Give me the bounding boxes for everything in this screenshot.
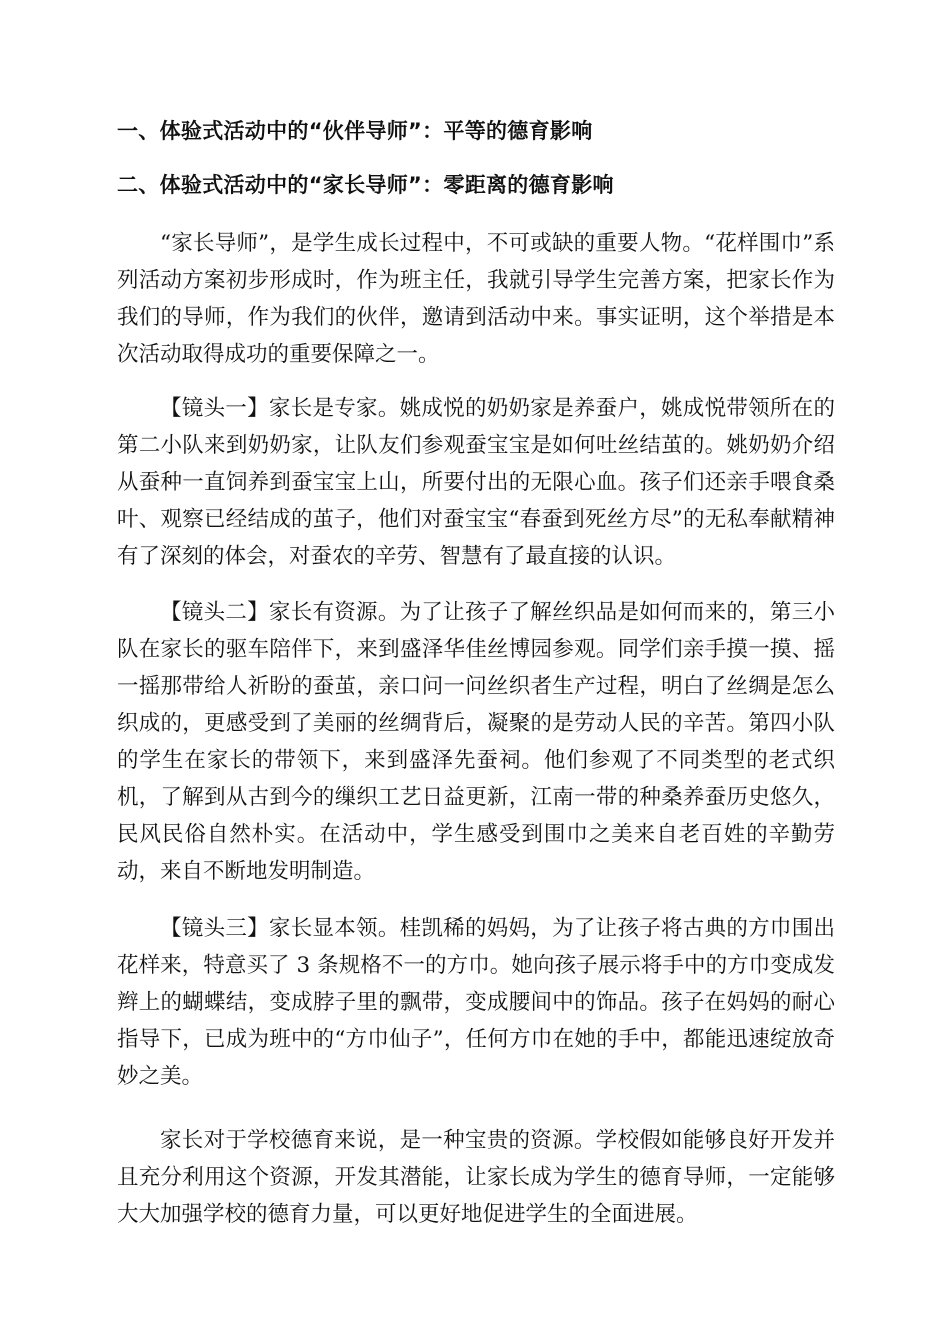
- paragraph-scene-3: 【镜头三】家长显本领。桂凯稀的妈妈，为了让孩子将古典的方巾围出花样来，特意买了 3 条规格不一的方巾。她向孩子展示将手中的方巾变成发辫上的蝴蝶结，变成脖子里的飘带，变成腰间中的饰品。孩子在妈妈的耐心指导下，已成为班中的“方巾仙子”，任何方巾在她的手中，都能迅速绽放奇妙之美。: [117, 916, 835, 1089]
- paragraph-intro: “家长导师”，是学生成长过程中，不可或缺的重要人物。“花样围巾”系列活动方案初步形成时，作为班主任，我就引导学生完善方案，把家长作为我们的导师，作为我们的伙伴，邀请到活动中来。事实证明，这个举措是本次活动取得成功的重要保障之一。: [117, 231, 835, 367]
- paragraph-scene-2: 【镜头二】家长有资源。为了让孩子了解丝织品是如何而来的，第三小队在家长的驱车陪伴下，来到盛泽华佳丝博园参观。同学们亲手摸一摸、摇一摇那带给人祈盼的蚕茧，亲口问一问丝织者生产过程，明白了丝绸是怎么织成的，更感受到了美丽的丝绸背后，凝聚的是劳动人民的辛苦。第四小队的学生在家长的带领下，来到盛泽先蚕祠。他们参观了不同类型的老式织机，了解到从古到今的缫织工艺日益更新，江南一带的种桑养蚕历史悠久，民风民俗自然朴实。在活动中，学生感受到围巾之美来自老百姓的辛勤劳动，来自不断地发明制造。: [117, 600, 835, 884]
- paragraph-conclusion: 家长对于学校德育来说，是一种宝贵的资源。学校假如能够良好开发并且充分利用这个资源，开发其潜能，让家长成为学生的德育导师，一定能够大大加强学校的德育力量，可以更好地促进学生的全面进展。: [117, 1128, 835, 1227]
- section-heading-1: 一、体验式活动中的“伙伴导师”：平等的德育影响: [117, 119, 593, 143]
- paragraph-scene-1: 【镜头一】家长是专家。姚成悦的奶奶家是养蚕户，姚成悦带领所在的第二小队来到奶奶家，让队友们参观蚕宝宝是如何吐丝结茧的。姚奶奶介绍从蚕种一直饲养到蚕宝宝上山，所要付出的无限心血。孩子们还亲手喂食桑叶、观察已经结成的茧子，他们对蚕宝宝“春蚕到死丝方尽”的无私奉献精神有了深刻的体会，对蚕农的辛劳、智慧有了最直接的认识。: [117, 396, 835, 569]
- section-heading-2: 二、体验式活动中的“家长导师”：零距离的德育影响: [117, 173, 614, 197]
